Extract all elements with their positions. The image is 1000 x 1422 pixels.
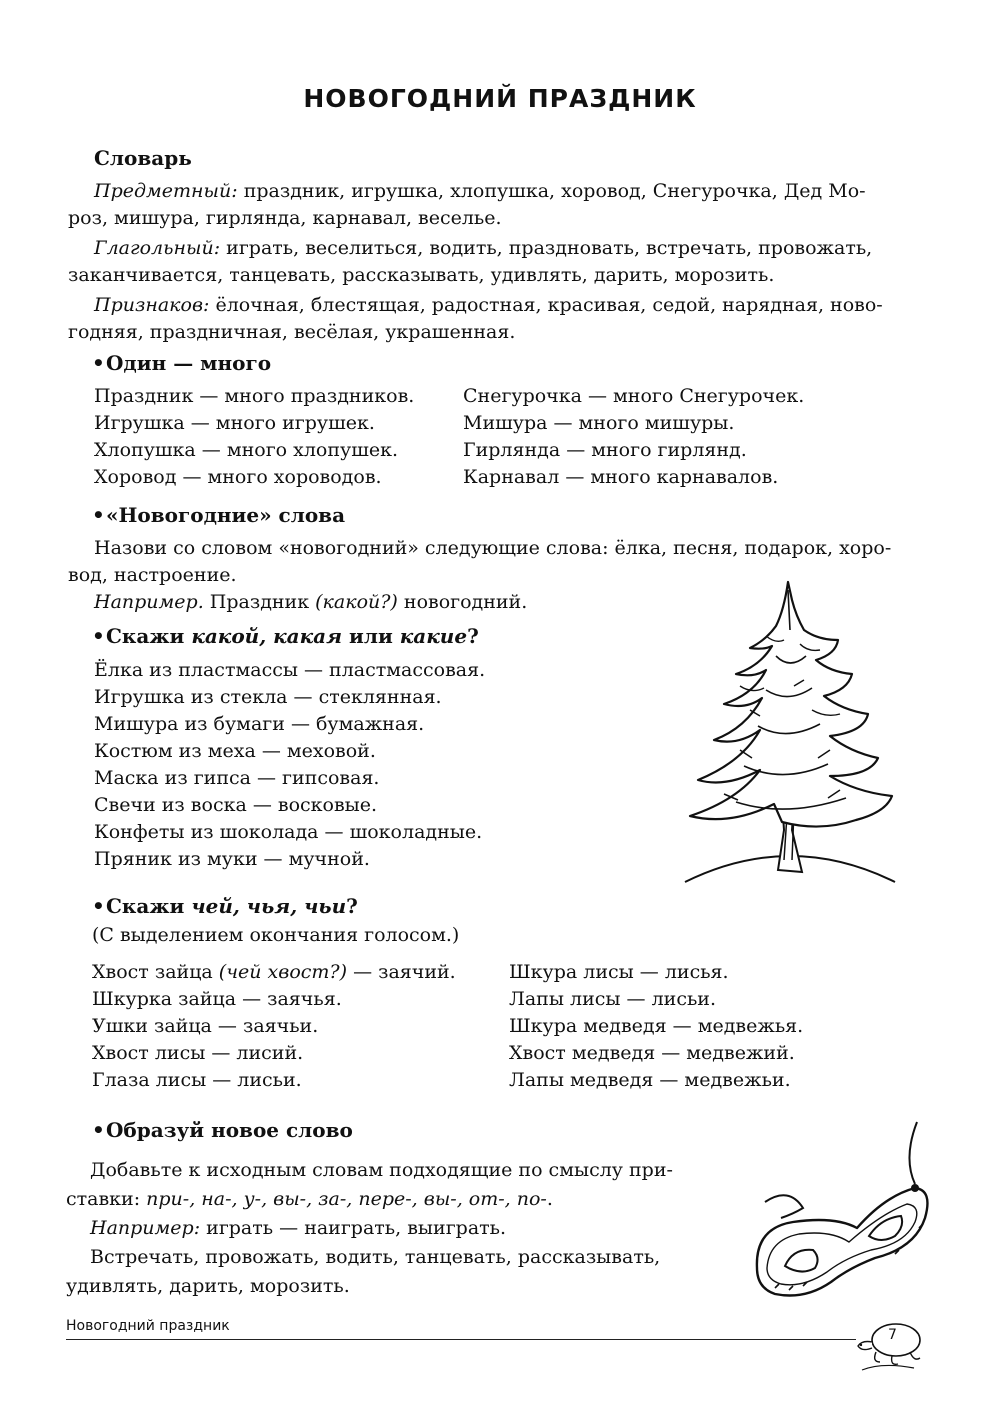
list-item: Шкура лисы — лисья. <box>509 961 729 983</box>
whose-left <box>92 959 456 1094</box>
list-item: Игрушка — много игрушек. <box>94 412 375 434</box>
new-word-line: удивлять, дарить, морозить. <box>66 1275 350 1297</box>
bullet-icon: • <box>92 624 105 648</box>
whose-first-post: — заячий. <box>347 961 456 983</box>
one-many-heading-row <box>92 350 271 377</box>
one-many-columns <box>94 383 924 493</box>
list-item: Игрушка из стекла — стеклянная. <box>94 686 442 708</box>
vocab-heading: Словарь <box>94 146 192 170</box>
page-title: НОВОГОДНИЙ ПРАЗДНИК <box>303 84 697 113</box>
which-heading-suffix: ? <box>467 624 479 648</box>
list-item: Глаза лисы — лисьи. <box>92 1069 302 1091</box>
list-item: Гирлянда — много гирлянд. <box>463 439 747 461</box>
new-word-heading: Образуй новое слово <box>106 1118 353 1142</box>
one-many-right <box>463 383 804 491</box>
list-item: Мишура из бумаги — бумажная. <box>94 713 425 735</box>
bullet-icon: • <box>92 894 105 918</box>
list-item: Ёлка из пластмассы — пластмассовая. <box>94 659 486 681</box>
list-item: Маска из гипса — гипсовая. <box>94 767 380 789</box>
new-year-heading: «Новогодние» слова <box>106 503 346 527</box>
one-many-heading: Один — много <box>106 351 272 375</box>
bullet-icon: • <box>92 1118 105 1142</box>
vocab-list <box>68 178 926 346</box>
vocab-label: Глагольный: <box>94 237 221 259</box>
footer-divider <box>66 1339 856 1340</box>
list-item: Хоровод — много хороводов. <box>94 466 382 488</box>
new-word-example <box>66 1214 746 1243</box>
carnival-mask-illustration <box>745 1118 945 1308</box>
list-item: Хвост лисы — лисий. <box>92 1042 304 1064</box>
example-answer: новогодний. <box>397 591 528 613</box>
whose-note: (С выделением окончания голосом.) <box>92 924 460 946</box>
one-many-left <box>94 383 414 491</box>
which-heading-italic: какой, какая <box>191 624 343 648</box>
list-item: Лапы медведя — медвежьи. <box>509 1069 791 1091</box>
bullet-icon: • <box>92 503 105 527</box>
which-heading-row <box>92 623 479 650</box>
vocab-text: роз, мишура, гирлянда, карнавал, веселье. <box>68 207 502 229</box>
vocab-text: праздник, игрушка, хлопушка, хоровод, Снегурочка, Дед Мо- <box>237 180 866 202</box>
vocab-text: ёлочная, блестящая, радостная, красивая, седой, нарядная, ново- <box>209 294 883 316</box>
whose-heading-row <box>92 893 358 920</box>
new-word-line2-pre: ставки: <box>66 1188 147 1210</box>
list-item: Свечи из воска — восковые. <box>94 794 378 816</box>
list-item: Шкура медведя — медвежья. <box>509 1015 804 1037</box>
vocab-item-subject <box>68 178 926 232</box>
fir-tree-illustration <box>680 570 900 890</box>
vocab-item-verbs <box>68 235 926 289</box>
vocab-item-attributes <box>68 292 926 346</box>
example-label: Например. <box>94 591 204 613</box>
whose-columns <box>92 959 932 1099</box>
list-item: Карнавал — много карнавалов. <box>463 466 779 488</box>
example-text: играть — наиграть, выиграть. <box>200 1217 507 1239</box>
example-question: (какой?) <box>315 591 398 613</box>
whose-heading-italic: чей, чья, чьи <box>191 894 347 918</box>
list-item: Пряник из муки — мучной. <box>94 848 370 870</box>
page-number: 7 <box>888 1327 897 1343</box>
new-year-line: вод, настроение. <box>68 564 237 586</box>
list-item <box>92 959 456 986</box>
bullet-icon: • <box>92 351 105 375</box>
list-item: Ушки зайца — заячьи. <box>92 1015 319 1037</box>
vocab-section <box>94 145 926 174</box>
list-item: Лапы лисы — лисьи. <box>509 988 717 1010</box>
list-item: Конфеты из шоколада — шоколадные. <box>94 821 483 843</box>
list-item: Хлопушка — много хлопушек. <box>94 439 399 461</box>
example-label: Например: <box>90 1217 201 1239</box>
example-text: Праздник <box>203 591 316 613</box>
vocab-label: Предметный: <box>94 180 238 202</box>
which-list <box>94 657 594 877</box>
vocab-text: играть, веселиться, водить, праздновать, встречать, провожать, <box>220 237 873 259</box>
new-word-text <box>66 1156 746 1301</box>
new-word-prefixes: при-, на-, у-, вы-, за-, пере-, вы-, от-, по- <box>146 1188 547 1210</box>
vocab-text: заканчивается, танцевать, рассказывать, удивлять, дарить, морозить. <box>68 264 775 286</box>
vocab-label: Признаков: <box>94 294 210 316</box>
which-heading-italic2: какие <box>399 624 468 648</box>
new-word-line <box>66 1185 746 1214</box>
whose-right <box>509 959 803 1094</box>
whose-heading-suffix: ? <box>346 894 358 918</box>
list-item: Мишура — много мишуры. <box>463 412 735 434</box>
list-item: Хвост медведя — медвежий. <box>509 1042 795 1064</box>
vocab-text: годняя, праздничная, весёлая, украшенная. <box>68 321 516 343</box>
footer-section-title: Новогодний праздник <box>66 1318 230 1334</box>
list-item: Праздник — много праздников. <box>94 385 415 407</box>
new-word-line2-post: . <box>546 1188 553 1210</box>
page-number-badge <box>852 1318 932 1378</box>
new-word-heading-row <box>92 1117 353 1144</box>
whose-heading: Скажи <box>106 894 192 918</box>
new-year-heading-row <box>92 502 345 529</box>
whose-first-pre: Хвост зайца <box>92 961 219 983</box>
which-heading: Скажи <box>106 624 192 648</box>
new-word-line: Добавьте к исходным словам подходящие по смыслу при- <box>90 1159 673 1181</box>
list-item: Шкурка зайца — заячья. <box>92 988 342 1010</box>
new-word-line: Встречать, провожать, водить, танцевать, рассказывать, <box>90 1246 661 1268</box>
new-year-line: Назови со словом «новогодний» следующие слова: ёлка, песня, подарок, хоро- <box>94 537 892 559</box>
which-heading-mid: или <box>342 624 400 648</box>
list-item: Костюм из меха — меховой. <box>94 740 376 762</box>
whose-first-question: (чей хвост?) <box>218 961 348 983</box>
list-item: Снегурочка — много Снегурочек. <box>463 385 805 407</box>
